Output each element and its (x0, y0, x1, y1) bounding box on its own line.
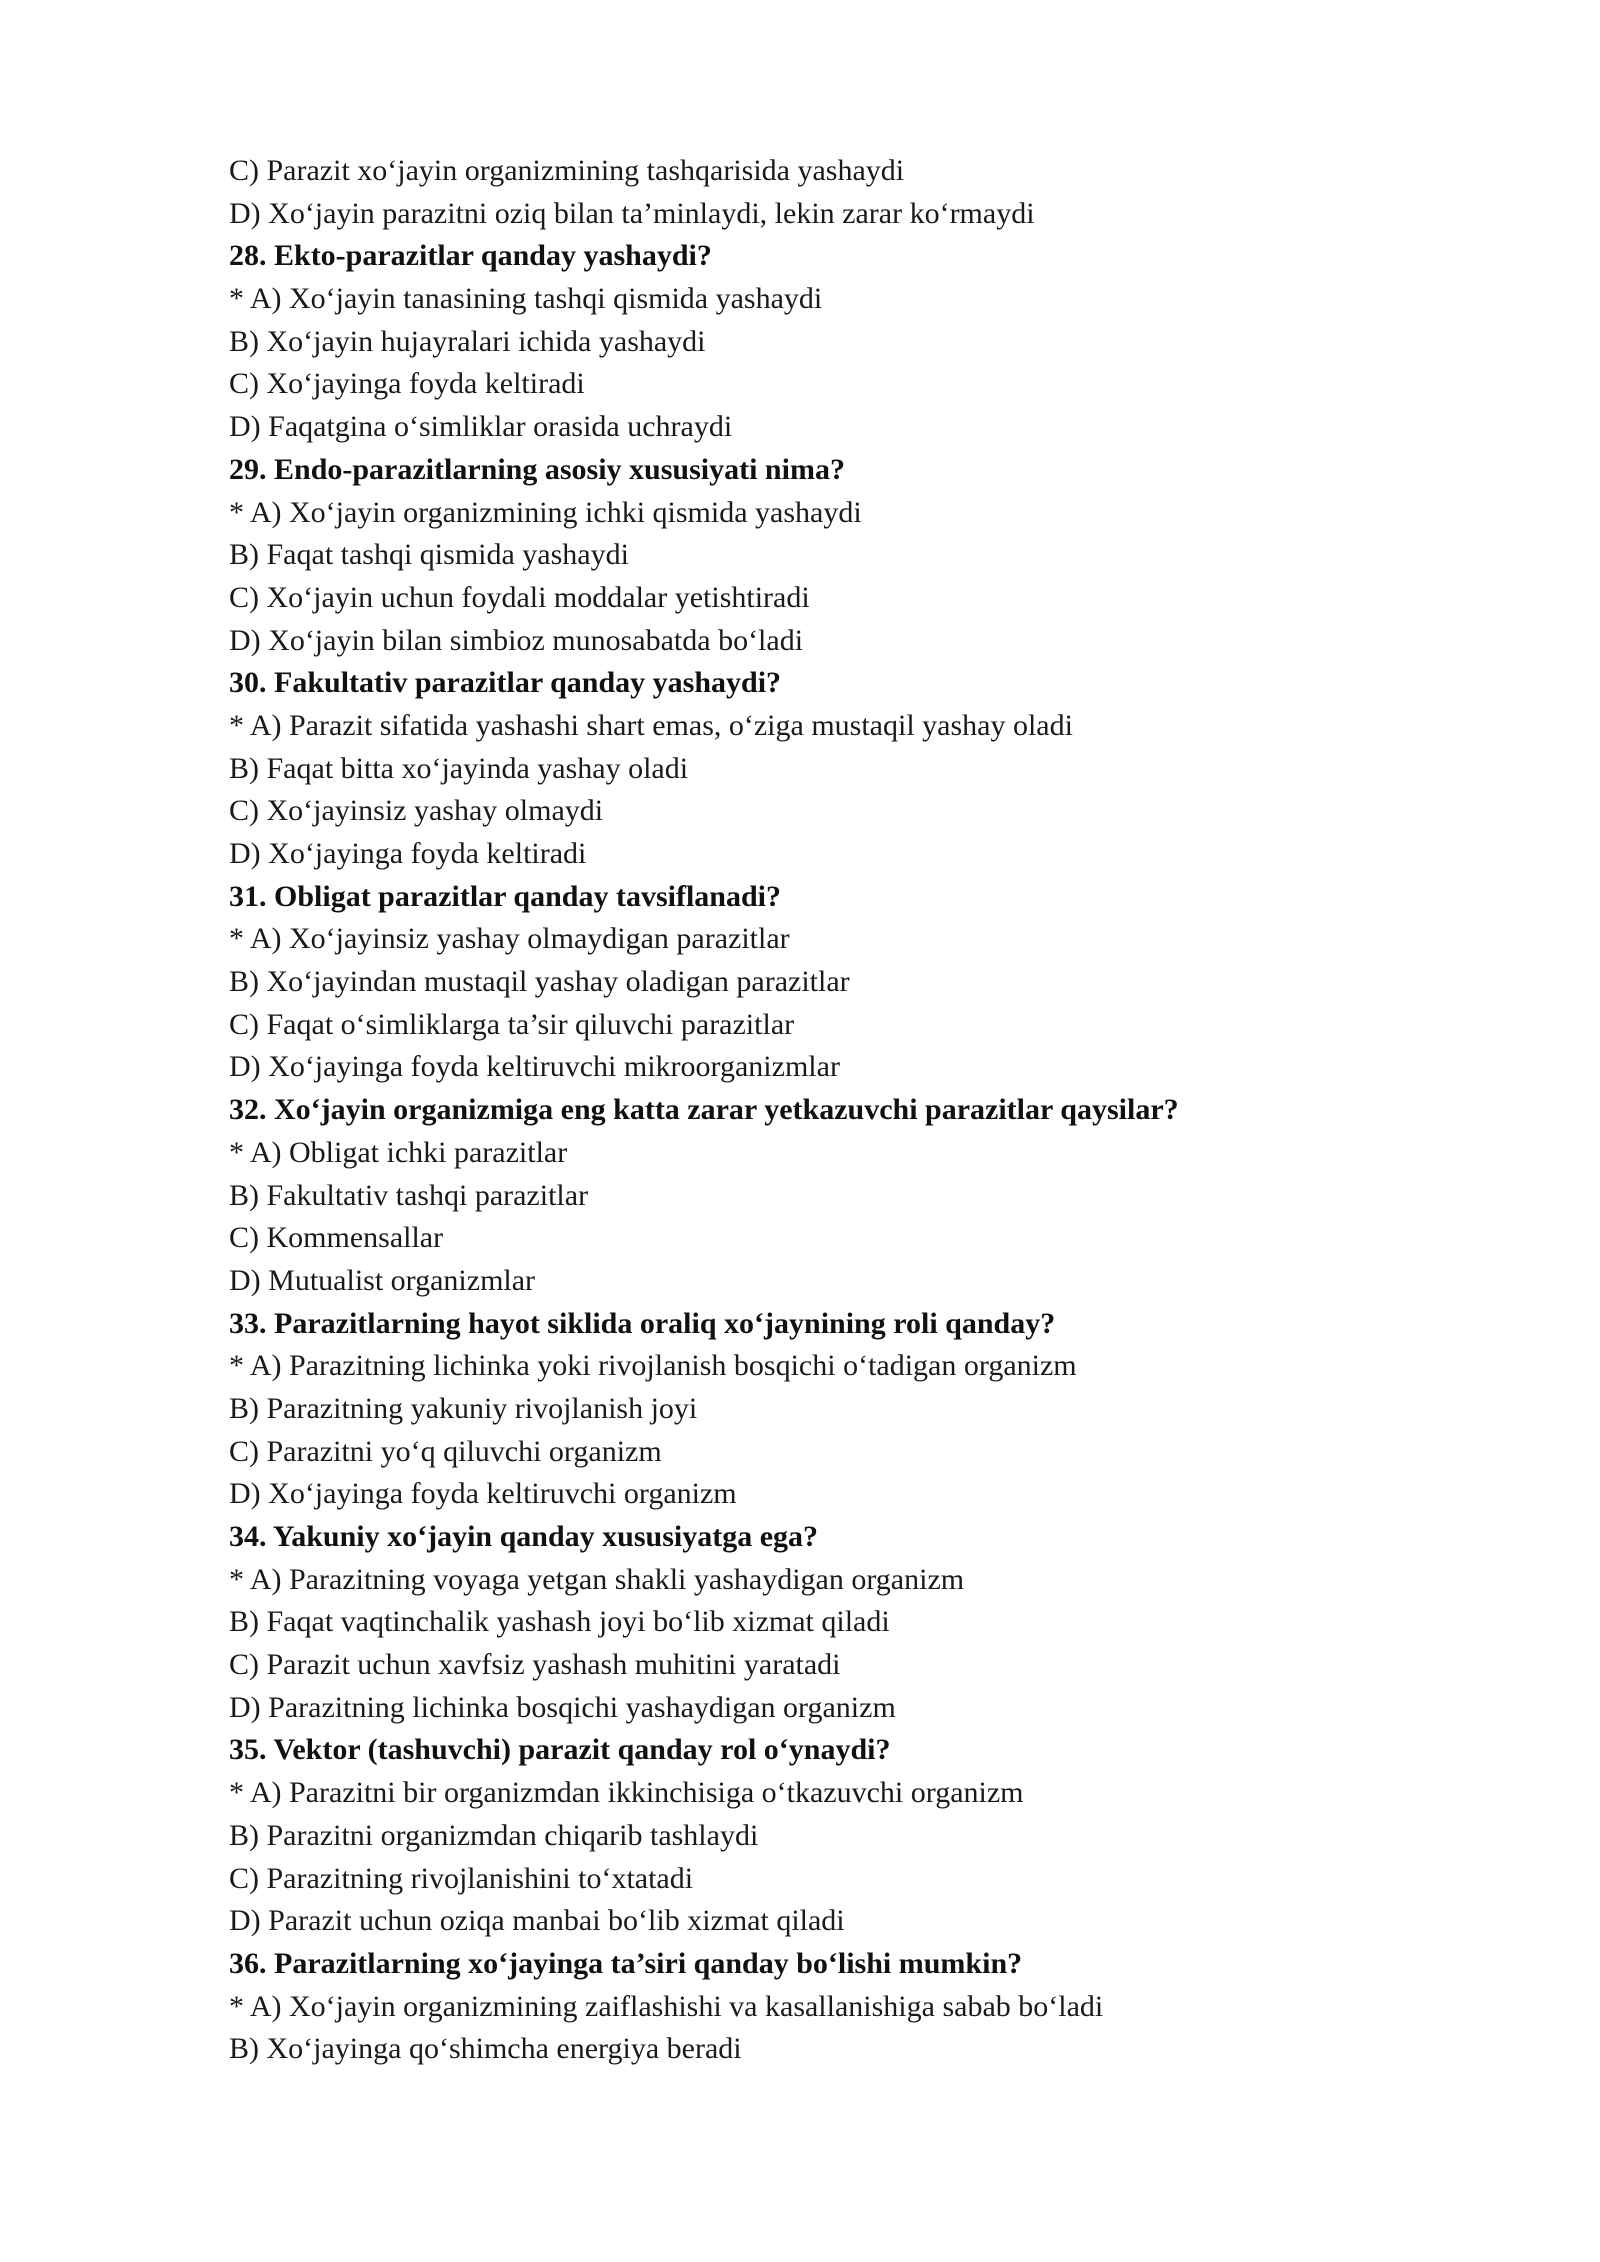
answer-option: B) Faqat tashqi qismida yashaydi (229, 538, 629, 572)
answer-option: D) Parazit uchun oziqa manbai bo‘lib xizmat qiladi (229, 1904, 845, 1938)
answer-option: D) Parazitning lichinka bosqichi yashaydigan organizm (229, 1690, 896, 1724)
question-text: 32. Xo‘jayin organizmiga eng katta zarar yetkazuvchi parazitlar qaysilar? (229, 1093, 1179, 1127)
answer-option: * A) Parazitning lichinka yoki rivojlanish bosqichi o‘tadigan organizm (229, 1349, 1077, 1383)
answer-option: * A) Parazit sifatida yashashi shart emas, o‘ziga mustaqil yashay oladi (229, 708, 1073, 742)
answer-option: C) Xo‘jayinga foyda keltiradi (229, 367, 585, 401)
answer-option: C) Parazit xo‘jayin organizmining tashqarisida yashaydi (229, 154, 905, 187)
question-text: 31. Obligat parazitlar qanday tavsiflanadi? (229, 879, 782, 913)
answer-option: * A) Obligat ichki parazitlar (229, 1135, 568, 1169)
answer-option: C) Faqat o‘simliklarga ta’sir qiluvchi parazitlar (229, 1007, 795, 1041)
answer-option: B) Fakultativ tashqi parazitlar (229, 1178, 589, 1212)
question-text: 36. Parazitlarning xo‘jayinga ta’siri qanday bo‘lishi mumkin? (229, 1946, 1023, 1980)
answer-option: B) Parazitni organizmdan chiqarib tashlaydi (229, 1818, 759, 1852)
answer-option: D) Mutualist organizmlar (229, 1263, 536, 1297)
answer-option: B) Faqat bitta xo‘jayinda yashay oladi (229, 751, 689, 785)
answer-option: D) Faqatgina o‘simliklar orasida uchraydi (229, 410, 733, 444)
answer-option: B) Faqat vaqtinchalik yashash joyi bo‘lib xizmat qiladi (229, 1605, 890, 1639)
question-text: 33. Parazitlarning hayot siklida oraliq xo‘jaynining roli qanday? (229, 1306, 1056, 1340)
answer-option: * A) Xo‘jayin organizmining zaiflashishi va kasallanishiga sabab bo‘ladi (229, 1989, 1104, 2023)
answer-option: B) Xo‘jayinga qo‘shimcha energiya beradi (229, 2032, 742, 2066)
answer-option: * A) Xo‘jayin organizmining ichki qismida yashaydi (229, 495, 862, 529)
answer-option: B) Xo‘jayindan mustaqil yashay oladigan parazitlar (229, 965, 850, 999)
answer-option: D) Xo‘jayin parazitni oziq bilan ta’minlaydi, lekin zarar ko‘rmaydi (229, 196, 1035, 230)
answer-option: C) Kommensallar (229, 1221, 444, 1255)
answer-option: * A) Parazitning voyaga yetgan shakli yashaydigan organizm (229, 1562, 965, 1596)
answer-option: D) Xo‘jayinga foyda keltiruvchi organizm (229, 1477, 737, 1511)
answer-option: C) Xo‘jayinsiz yashay olmaydi (229, 794, 604, 828)
question-text: 30. Fakultativ parazitlar qanday yashaydi? (229, 666, 782, 700)
question-text: 29. Endo-parazitlarning asosiy xususiyati nima? (229, 452, 845, 486)
answer-option: D) Xo‘jayinga foyda keltiruvchi mikroorganizmlar (229, 1050, 840, 1084)
answer-option: D) Xo‘jayin bilan simbioz munosabatda bo‘ladi (229, 623, 804, 657)
answer-option: C) Parazitning rivojlanishini to‘xtatadi (229, 1861, 694, 1895)
answer-option: C) Parazit uchun xavfsiz yashash muhitini yaratadi (229, 1648, 841, 1682)
quiz-content (229, 150, 1529, 2071)
answer-option: * A) Xo‘jayinsiz yashay olmaydigan parazitlar (229, 922, 790, 956)
question-text: 35. Vektor (tashuvchi) parazit qanday rol o‘ynaydi? (229, 1733, 891, 1767)
answer-option: * A) Xo‘jayin tanasining tashqi qismida yashaydi (229, 282, 823, 316)
answer-option: B) Xo‘jayin hujayralari ichida yashaydi (229, 324, 706, 358)
answer-option: B) Parazitning yakuniy rivojlanish joyi (229, 1391, 698, 1425)
question-text: 34. Yakuniy xo‘jayin qanday xususiyatga ega? (229, 1520, 819, 1553)
answer-option: C) Xo‘jayin uchun foydali moddalar yetishtiradi (229, 580, 810, 614)
question-text: 28. Ekto-parazitlar qanday yashaydi? (229, 239, 712, 273)
answer-option: * A) Parazitni bir organizmdan ikkinchisiga o‘tkazuvchi organizm (229, 1776, 1024, 1810)
answer-option: D) Xo‘jayinga foyda keltiradi (229, 837, 587, 870)
answer-option: C) Parazitni yo‘q qiluvchi organizm (229, 1434, 662, 1468)
